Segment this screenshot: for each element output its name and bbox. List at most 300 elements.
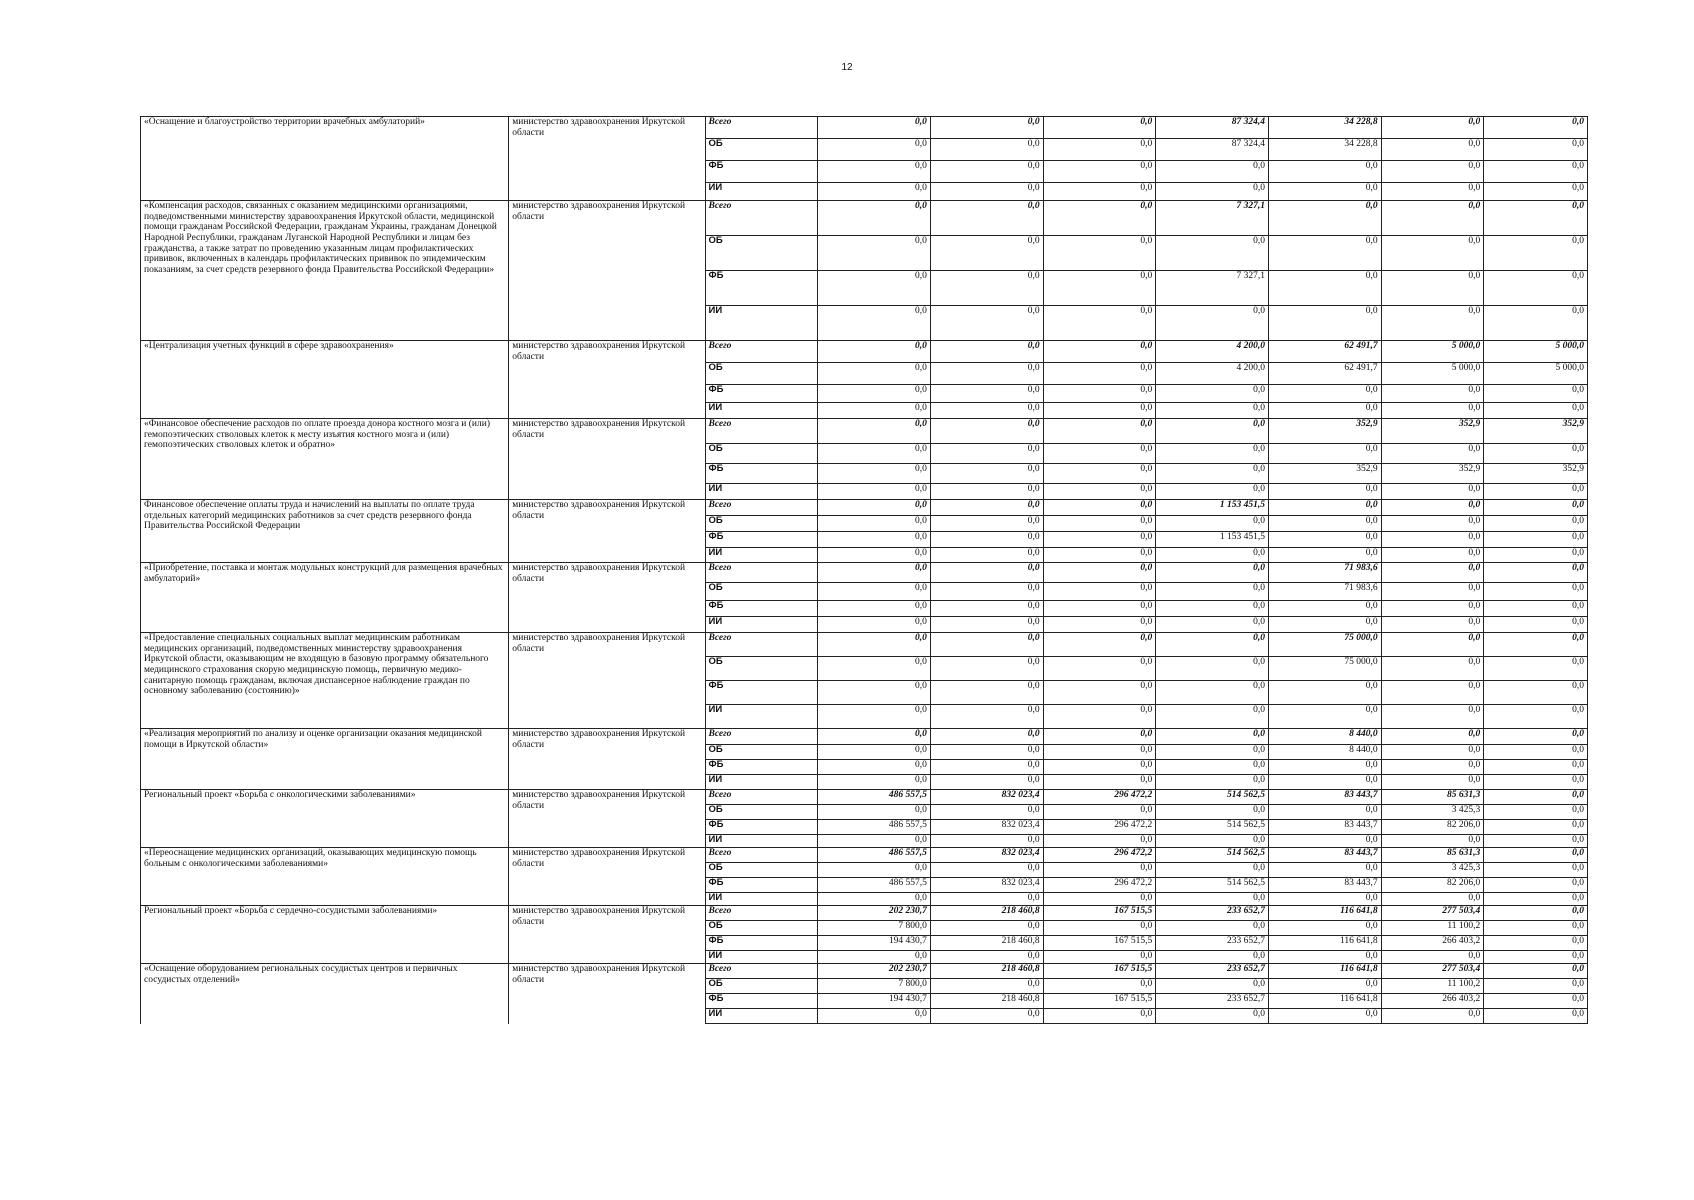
amount-cell: 0,0 [930, 236, 1043, 271]
responsible-executor: министерство здравоохранения Иркутской области [509, 341, 705, 419]
amount-cell: 0,0 [930, 1009, 1043, 1024]
amount-cell: 0,0 [1484, 681, 1588, 705]
amount-cell: 277 503,4 [1381, 964, 1484, 979]
table-row [141, 790, 1588, 805]
amount-cell: 0,0 [1484, 236, 1588, 271]
amount-cell: 0,0 [1484, 951, 1588, 964]
amount-cell: 0,0 [1156, 444, 1269, 464]
amount-cell: 0,0 [818, 306, 931, 341]
amount-cell: 0,0 [930, 775, 1043, 790]
funding-source: ФБ [705, 820, 818, 835]
amount-cell: 0,0 [1484, 878, 1588, 893]
amount-cell: 0,0 [930, 705, 1043, 729]
amount-cell: 0,0 [818, 681, 931, 705]
amount-cell: 0,0 [1043, 863, 1156, 878]
amount-cell: 0,0 [1484, 745, 1588, 760]
amount-cell: 0,0 [1268, 306, 1381, 341]
amount-cell: 0,0 [930, 419, 1043, 444]
amount-cell: 0,0 [1043, 729, 1156, 745]
amount-cell: 0,0 [930, 633, 1043, 657]
amount-cell: 116 641,8 [1268, 906, 1381, 921]
amount-cell: 0,0 [1156, 236, 1269, 271]
budget-table-body [141, 117, 1588, 1024]
funding-source: ИИ [705, 484, 818, 500]
amount-cell: 0,0 [1156, 403, 1269, 419]
amount-cell: 0,0 [1156, 161, 1269, 183]
amount-cell: 0,0 [1484, 657, 1588, 681]
amount-cell: 0,0 [1268, 835, 1381, 848]
amount-cell: 0,0 [1156, 863, 1269, 878]
table-row [141, 419, 1588, 444]
responsible-executor: министерство здравоохранения Иркутской области [509, 729, 705, 790]
amount-cell: 0,0 [1043, 563, 1156, 583]
amount-cell: 0,0 [1484, 893, 1588, 906]
amount-cell: 0,0 [930, 183, 1043, 201]
amount-cell: 0,0 [1268, 921, 1381, 936]
amount-cell: 0,0 [1268, 601, 1381, 617]
amount-cell: 0,0 [1043, 341, 1156, 363]
amount-cell: 0,0 [1381, 681, 1484, 705]
activity-name: Региональный проект «Борьба с сердечно-сосудистыми заболеваниями» [141, 906, 509, 964]
amount-cell: 0,0 [1484, 161, 1588, 183]
funding-source: ФБ [705, 760, 818, 775]
amount-cell: 0,0 [818, 657, 931, 681]
amount-cell: 83 443,7 [1268, 820, 1381, 835]
amount-cell: 0,0 [1156, 681, 1269, 705]
amount-cell: 0,0 [818, 236, 931, 271]
amount-cell: 0,0 [1484, 563, 1588, 583]
amount-cell: 0,0 [1381, 271, 1484, 306]
amount-cell: 0,0 [1484, 760, 1588, 775]
amount-cell: 62 491,7 [1268, 363, 1381, 385]
amount-cell: 0,0 [1268, 951, 1381, 964]
amount-cell: 0,0 [1043, 385, 1156, 403]
amount-cell: 0,0 [1268, 979, 1381, 994]
funding-source: ФБ [705, 161, 818, 183]
activity-name: «Реализация мероприятий по анализу и оценке организации оказания медицинской помощи в Иркутской области» [141, 729, 509, 790]
amount-cell: 0,0 [1484, 790, 1588, 805]
amount-cell: 0,0 [1043, 532, 1156, 548]
amount-cell: 0,0 [1156, 583, 1269, 601]
amount-cell: 0,0 [930, 835, 1043, 848]
amount-cell: 8 440,0 [1268, 745, 1381, 760]
amount-cell: 0,0 [1381, 236, 1484, 271]
amount-cell: 167 515,5 [1043, 994, 1156, 1009]
funding-source: ИИ [705, 617, 818, 633]
amount-cell: 352,9 [1268, 464, 1381, 484]
amount-cell: 5 000,0 [1484, 363, 1588, 385]
amount-cell: 0,0 [930, 444, 1043, 464]
amount-cell: 0,0 [1484, 863, 1588, 878]
amount-cell: 0,0 [1043, 951, 1156, 964]
amount-cell: 0,0 [1484, 516, 1588, 532]
amount-cell: 0,0 [930, 139, 1043, 161]
amount-cell: 0,0 [1381, 385, 1484, 403]
amount-cell: 0,0 [818, 271, 931, 306]
amount-cell: 0,0 [1381, 617, 1484, 633]
amount-cell: 0,0 [1268, 271, 1381, 306]
amount-cell: 0,0 [1381, 633, 1484, 657]
amount-cell: 0,0 [1156, 893, 1269, 906]
table-row [141, 729, 1588, 745]
amount-cell: 0,0 [818, 516, 931, 532]
funding-source: ИИ [705, 1009, 818, 1024]
amount-cell: 1 153 451,5 [1156, 532, 1269, 548]
amount-cell: 8 440,0 [1268, 729, 1381, 745]
amount-cell: 0,0 [1156, 657, 1269, 681]
amount-cell: 0,0 [1156, 484, 1269, 500]
amount-cell: 0,0 [1268, 444, 1381, 464]
amount-cell: 0,0 [818, 1009, 931, 1024]
funding-source: ИИ [705, 893, 818, 906]
amount-cell: 0,0 [1484, 444, 1588, 464]
amount-cell: 514 562,5 [1156, 820, 1269, 835]
funding-source: Всего [705, 848, 818, 863]
amount-cell: 0,0 [1381, 729, 1484, 745]
amount-cell: 0,0 [818, 403, 931, 419]
amount-cell: 0,0 [1381, 775, 1484, 790]
amount-cell: 167 515,5 [1043, 964, 1156, 979]
amount-cell: 0,0 [818, 201, 931, 236]
amount-cell: 194 430,7 [818, 936, 931, 951]
activity-name: «Оснащение и благоустройство территории врачебных амбулаторий» [141, 117, 509, 201]
amount-cell: 0,0 [1484, 835, 1588, 848]
amount-cell: 0,0 [930, 681, 1043, 705]
amount-cell: 0,0 [818, 548, 931, 563]
amount-cell: 0,0 [1043, 601, 1156, 617]
funding-source: Всего [705, 964, 818, 979]
amount-cell: 0,0 [1484, 484, 1588, 500]
amount-cell: 0,0 [818, 464, 931, 484]
amount-cell: 0,0 [1381, 563, 1484, 583]
amount-cell: 0,0 [1043, 775, 1156, 790]
amount-cell: 0,0 [1043, 979, 1156, 994]
responsible-executor: министерство здравоохранения Иркутской области [509, 848, 705, 906]
amount-cell: 0,0 [1484, 964, 1588, 979]
amount-cell: 0,0 [1381, 161, 1484, 183]
amount-cell: 0,0 [1268, 236, 1381, 271]
amount-cell: 0,0 [818, 341, 931, 363]
responsible-executor: министерство здравоохранения Иркутской области [509, 633, 705, 729]
amount-cell: 0,0 [818, 805, 931, 820]
amount-cell: 0,0 [1484, 936, 1588, 951]
funding-source: ИИ [705, 951, 818, 964]
amount-cell: 0,0 [818, 583, 931, 601]
table-row [141, 633, 1588, 657]
amount-cell: 0,0 [1156, 601, 1269, 617]
funding-source: Всего [705, 341, 818, 363]
funding-source: ОБ [705, 979, 818, 994]
amount-cell: 0,0 [1043, 617, 1156, 633]
amount-cell: 0,0 [1484, 500, 1588, 516]
funding-source: ФБ [705, 464, 818, 484]
amount-cell: 0,0 [1043, 657, 1156, 681]
amount-cell: 352,9 [1381, 419, 1484, 444]
amount-cell: 4 200,0 [1156, 363, 1269, 385]
amount-cell: 0,0 [818, 745, 931, 760]
funding-source: ОБ [705, 236, 818, 271]
amount-cell: 0,0 [1156, 464, 1269, 484]
amount-cell: 0,0 [1484, 1009, 1588, 1024]
amount-cell: 0,0 [1484, 617, 1588, 633]
amount-cell: 832 023,4 [930, 790, 1043, 805]
amount-cell: 0,0 [1484, 117, 1588, 139]
amount-cell: 0,0 [1484, 805, 1588, 820]
amount-cell: 0,0 [1484, 921, 1588, 936]
amount-cell: 486 557,5 [818, 848, 931, 863]
amount-cell: 218 460,8 [930, 906, 1043, 921]
amount-cell: 218 460,8 [930, 964, 1043, 979]
funding-source: ИИ [705, 183, 818, 201]
amount-cell: 0,0 [818, 633, 931, 657]
amount-cell: 3 425,3 [1381, 863, 1484, 878]
amount-cell: 0,0 [1043, 236, 1156, 271]
amount-cell: 233 652,7 [1156, 964, 1269, 979]
amount-cell: 0,0 [1484, 403, 1588, 419]
funding-source: ФБ [705, 532, 818, 548]
activity-name: Региональный проект «Борьба с онкологическими заболеваниями» [141, 790, 509, 848]
responsible-executor: министерство здравоохранения Иркутской области [509, 500, 705, 563]
amount-cell: 87 324,4 [1156, 139, 1269, 161]
amount-cell: 83 443,7 [1268, 878, 1381, 893]
amount-cell: 0,0 [1484, 271, 1588, 306]
amount-cell: 352,9 [1484, 464, 1588, 484]
amount-cell: 0,0 [1381, 760, 1484, 775]
amount-cell: 0,0 [1268, 893, 1381, 906]
amount-cell: 0,0 [818, 705, 931, 729]
funding-source: Всего [705, 117, 818, 139]
amount-cell: 0,0 [930, 201, 1043, 236]
amount-cell: 0,0 [818, 729, 931, 745]
amount-cell: 0,0 [1156, 548, 1269, 563]
table-row [141, 964, 1588, 979]
funding-source: Всего [705, 419, 818, 444]
amount-cell: 0,0 [930, 760, 1043, 775]
amount-cell: 82 206,0 [1381, 878, 1484, 893]
amount-cell: 0,0 [1484, 201, 1588, 236]
funding-source: ИИ [705, 775, 818, 790]
table-row [141, 500, 1588, 516]
amount-cell: 0,0 [1381, 201, 1484, 236]
amount-cell: 83 443,7 [1268, 848, 1381, 863]
amount-cell: 0,0 [1381, 601, 1484, 617]
amount-cell: 0,0 [1156, 633, 1269, 657]
amount-cell: 0,0 [930, 863, 1043, 878]
amount-cell: 0,0 [1381, 444, 1484, 464]
funding-source: Всего [705, 906, 818, 921]
amount-cell: 0,0 [1156, 516, 1269, 532]
amount-cell: 0,0 [1156, 705, 1269, 729]
amount-cell: 0,0 [1381, 139, 1484, 161]
amount-cell: 0,0 [1484, 729, 1588, 745]
funding-source: ФБ [705, 878, 818, 893]
amount-cell: 514 562,5 [1156, 848, 1269, 863]
amount-cell: 0,0 [1381, 893, 1484, 906]
amount-cell: 85 631,3 [1381, 848, 1484, 863]
amount-cell: 0,0 [818, 775, 931, 790]
amount-cell: 7 327,1 [1156, 201, 1269, 236]
amount-cell: 0,0 [1484, 820, 1588, 835]
amount-cell: 0,0 [1043, 161, 1156, 183]
amount-cell: 0,0 [1043, 893, 1156, 906]
amount-cell: 0,0 [1381, 1009, 1484, 1024]
funding-source: ФБ [705, 601, 818, 617]
amount-cell: 0,0 [930, 805, 1043, 820]
funding-source: ФБ [705, 385, 818, 403]
amount-cell: 0,0 [818, 117, 931, 139]
amount-cell: 0,0 [818, 419, 931, 444]
funding-source: ИИ [705, 705, 818, 729]
amount-cell: 75 000,0 [1268, 633, 1381, 657]
amount-cell: 0,0 [1043, 516, 1156, 532]
funding-source: ОБ [705, 863, 818, 878]
amount-cell: 0,0 [1156, 979, 1269, 994]
amount-cell: 0,0 [1268, 532, 1381, 548]
amount-cell: 0,0 [1484, 139, 1588, 161]
table-row [141, 201, 1588, 236]
amount-cell: 0,0 [1156, 951, 1269, 964]
amount-cell: 277 503,4 [1381, 906, 1484, 921]
amount-cell: 0,0 [1043, 921, 1156, 936]
amount-cell: 0,0 [1043, 805, 1156, 820]
amount-cell: 0,0 [818, 161, 931, 183]
responsible-executor: министерство здравоохранения Иркутской области [509, 790, 705, 848]
amount-cell: 0,0 [818, 835, 931, 848]
amount-cell: 296 472,2 [1043, 848, 1156, 863]
amount-cell: 0,0 [1043, 183, 1156, 201]
activity-name: «Предоставление специальных социальных выплат медицинским работникам медицинских организаций, подведомственных министерству здравоохранения Иркутской области, оказывающим не входящую в базовую программу обязательного медицинского страхования скорую медицинскую помощь, первичную медико-санитарную помощь гражданам, включая диспансерное наблюдение граждан по основному заболеванию (состоянию)» [141, 633, 509, 729]
amount-cell: 0,0 [818, 532, 931, 548]
amount-cell: 0,0 [1156, 729, 1269, 745]
funding-source: ОБ [705, 583, 818, 601]
funding-source: ИИ [705, 306, 818, 341]
amount-cell: 7 800,0 [818, 921, 931, 936]
activity-name: «Централизация учетных функций в сфере здравоохранения» [141, 341, 509, 419]
amount-cell: 0,0 [1381, 548, 1484, 563]
amount-cell: 0,0 [930, 563, 1043, 583]
amount-cell: 202 230,7 [818, 964, 931, 979]
amount-cell: 0,0 [930, 601, 1043, 617]
amount-cell: 0,0 [1268, 183, 1381, 201]
amount-cell: 0,0 [1268, 681, 1381, 705]
amount-cell: 0,0 [1268, 484, 1381, 500]
amount-cell: 0,0 [1268, 1009, 1381, 1024]
amount-cell: 0,0 [1156, 419, 1269, 444]
amount-cell: 296 472,2 [1043, 820, 1156, 835]
amount-cell: 0,0 [930, 745, 1043, 760]
amount-cell: 352,9 [1268, 419, 1381, 444]
amount-cell: 0,0 [930, 117, 1043, 139]
amount-cell: 0,0 [930, 532, 1043, 548]
amount-cell: 0,0 [1484, 183, 1588, 201]
amount-cell: 0,0 [1381, 500, 1484, 516]
amount-cell: 0,0 [1484, 306, 1588, 341]
amount-cell: 83 443,7 [1268, 790, 1381, 805]
amount-cell: 0,0 [818, 385, 931, 403]
amount-cell: 0,0 [1043, 419, 1156, 444]
amount-cell: 0,0 [1484, 601, 1588, 617]
amount-cell: 0,0 [1268, 805, 1381, 820]
amount-cell: 202 230,7 [818, 906, 931, 921]
amount-cell: 0,0 [818, 139, 931, 161]
funding-source: ФБ [705, 681, 818, 705]
amount-cell: 0,0 [1268, 705, 1381, 729]
activity-name: «Переоснащение медицинских организаций, оказывающих медицинскую помощь больным с онкологическими заболеваниями» [141, 848, 509, 906]
amount-cell: 0,0 [1043, 745, 1156, 760]
amount-cell: 296 472,2 [1043, 790, 1156, 805]
amount-cell: 0,0 [1043, 835, 1156, 848]
amount-cell: 0,0 [1484, 775, 1588, 790]
amount-cell: 71 983,6 [1268, 563, 1381, 583]
amount-cell: 0,0 [930, 921, 1043, 936]
activity-name: «Компенсация расходов, связанных с оказанием медицинскими организациями, подведомственными министерству здравоохранения Иркутской области, медицинской помощи гражданам Российской Федерации, гражданам Украины, гражданам Донецкой Народной Республики, гражданам Луганской Народной Республики и лицам без гражданства, а также затрат по проведению указанным лицам профилактических прививок, включенных в календарь профилактических прививок по эпидемическим показаниям, за счет средств резервного фонда Правительства Российской Федерации» [141, 201, 509, 341]
amount-cell: 0,0 [1381, 657, 1484, 681]
amount-cell: 0,0 [930, 464, 1043, 484]
funding-source: Всего [705, 201, 818, 236]
amount-cell: 0,0 [930, 729, 1043, 745]
amount-cell: 0,0 [1043, 484, 1156, 500]
amount-cell: 194 430,7 [818, 994, 931, 1009]
funding-source: Всего [705, 729, 818, 745]
amount-cell: 116 641,8 [1268, 936, 1381, 951]
amount-cell: 486 557,5 [818, 820, 931, 835]
amount-cell: 1 153 451,5 [1156, 500, 1269, 516]
amount-cell: 514 562,5 [1156, 878, 1269, 893]
amount-cell: 0,0 [1381, 583, 1484, 601]
amount-cell: 0,0 [1268, 863, 1381, 878]
amount-cell: 0,0 [1484, 548, 1588, 563]
amount-cell: 116 641,8 [1268, 964, 1381, 979]
amount-cell: 233 652,7 [1156, 936, 1269, 951]
amount-cell: 167 515,5 [1043, 936, 1156, 951]
amount-cell: 0,0 [1156, 1009, 1269, 1024]
amount-cell: 0,0 [930, 161, 1043, 183]
amount-cell: 0,0 [1381, 705, 1484, 729]
amount-cell: 0,0 [1381, 403, 1484, 419]
funding-source: Всего [705, 563, 818, 583]
amount-cell: 0,0 [818, 363, 931, 385]
amount-cell: 0,0 [930, 893, 1043, 906]
amount-cell: 34 228,8 [1268, 139, 1381, 161]
funding-source: ОБ [705, 657, 818, 681]
amount-cell: 0,0 [818, 183, 931, 201]
table-row [141, 906, 1588, 921]
funding-source: ОБ [705, 139, 818, 161]
amount-cell: 832 023,4 [930, 878, 1043, 893]
amount-cell: 0,0 [1156, 385, 1269, 403]
amount-cell: 0,0 [930, 385, 1043, 403]
funding-source: Всего [705, 633, 818, 657]
funding-source: ИИ [705, 835, 818, 848]
amount-cell: 5 000,0 [1381, 341, 1484, 363]
amount-cell: 0,0 [818, 863, 931, 878]
amount-cell: 352,9 [1484, 419, 1588, 444]
amount-cell: 296 472,2 [1043, 878, 1156, 893]
amount-cell: 0,0 [930, 403, 1043, 419]
amount-cell: 0,0 [1156, 563, 1269, 583]
amount-cell: 0,0 [1381, 532, 1484, 548]
amount-cell: 0,0 [1156, 835, 1269, 848]
amount-cell: 0,0 [1268, 760, 1381, 775]
page-number: 12 [841, 62, 853, 73]
funding-source: ФБ [705, 936, 818, 951]
funding-source: ФБ [705, 271, 818, 306]
amount-cell: 0,0 [1043, 583, 1156, 601]
amount-cell: 0,0 [1043, 1009, 1156, 1024]
amount-cell: 0,0 [1043, 464, 1156, 484]
amount-cell: 233 652,7 [1156, 906, 1269, 921]
amount-cell: 0,0 [930, 548, 1043, 563]
